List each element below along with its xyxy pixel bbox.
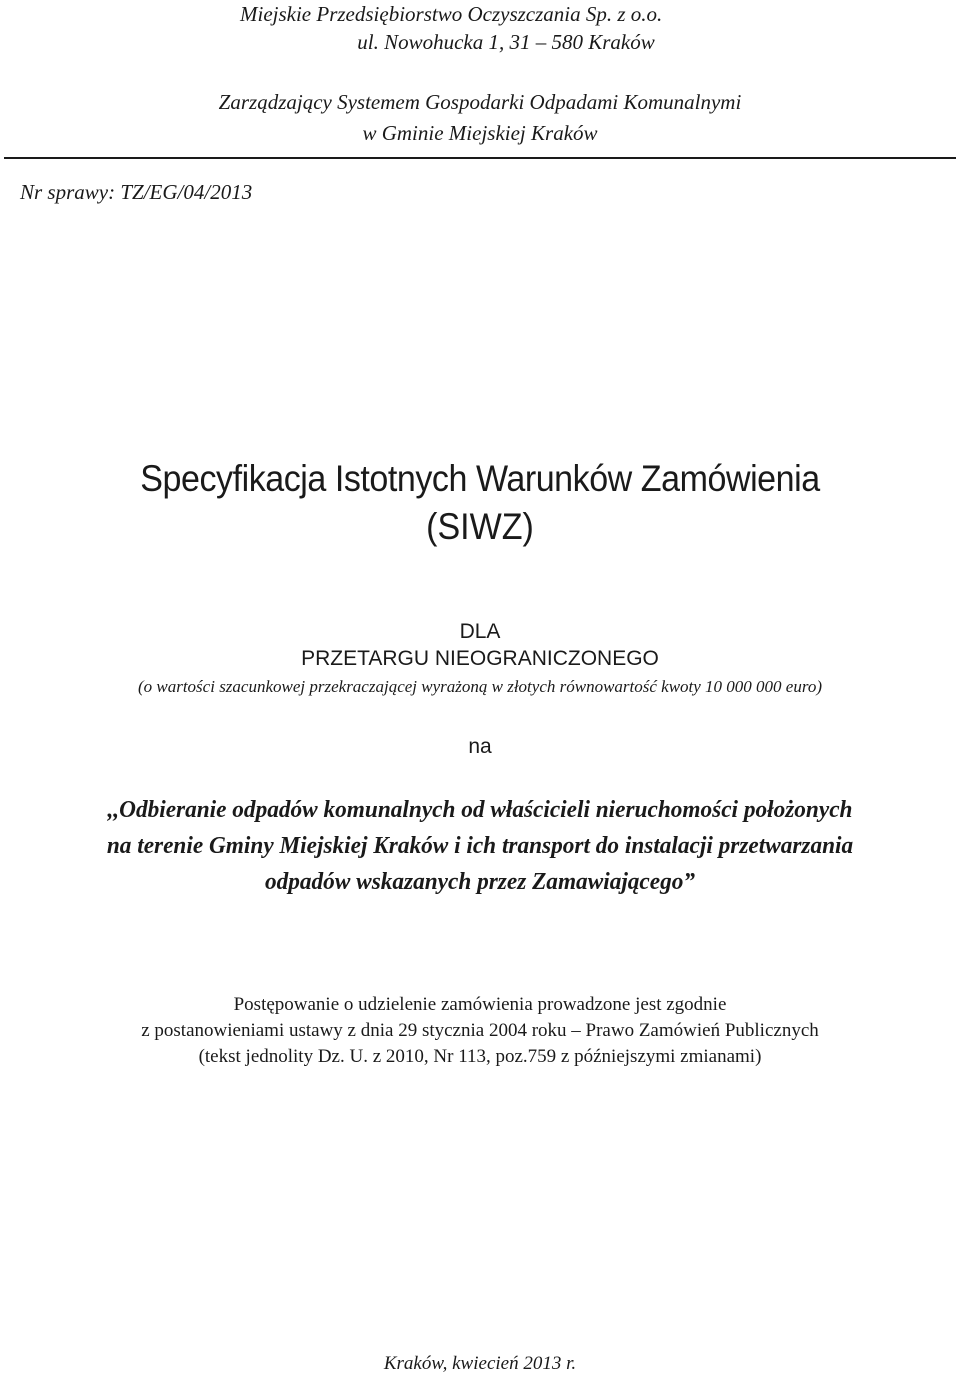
manager-line-2: w Gminie Miejskiej Kraków xyxy=(362,121,598,145)
for-label: DLA xyxy=(459,620,501,643)
tender-type: PRZETARGU NIEOGRANICZONEGO xyxy=(301,647,659,670)
subject-line-1: ,,Odbieranie odpadów komunalnych od właścicieli nieruchomości położonych xyxy=(107,797,853,823)
tender-value-note: (o wartości szacunkowej przekraczającej wyrażoną w złotych równowartość kwoty 10 000 000 euro) xyxy=(137,677,823,696)
place-and-date: Kraków, kwiecień 2013 r. xyxy=(383,1353,577,1374)
subject-line-2: na terenie Gminy Miejskiej Kraków i ich transport do instalacji przetwarzania xyxy=(106,833,854,859)
manager-line-1: Zarządzający Systemem Gospodarki Odpadami Komunalnymi xyxy=(218,90,742,114)
legal-basis-line-3: (tekst jednolity Dz. U. z 2010, Nr 113, poz.759 z późniejszymi zmianami) xyxy=(198,1046,762,1067)
document-title: Specyfikacja Istotnych Warunków Zamówienia xyxy=(140,458,820,499)
subject-line-3: odpadów wskazanych przez Zamawiającego” xyxy=(264,869,696,895)
document-title-abbreviation: (SIWZ) xyxy=(426,506,534,547)
legal-basis-line-2: z postanowieniami ustawy z dnia 29 stycznia 2004 roku – Prawo Zamówień Publicznych xyxy=(141,1020,819,1041)
na-label: na xyxy=(468,735,492,758)
company-address: ul. Nowohucka 1, 31 – 580 Kraków xyxy=(357,30,655,54)
header-divider xyxy=(4,157,956,159)
legal-basis-line-1: Postępowanie o udzielenie zamówienia prowadzone jest zgodnie xyxy=(233,994,727,1015)
case-number: Nr sprawy: TZ/EG/04/2013 xyxy=(20,180,253,204)
company-name: Miejskie Przedsiębiorstwo Oczyszczania Sp. z o.o. xyxy=(240,2,663,26)
